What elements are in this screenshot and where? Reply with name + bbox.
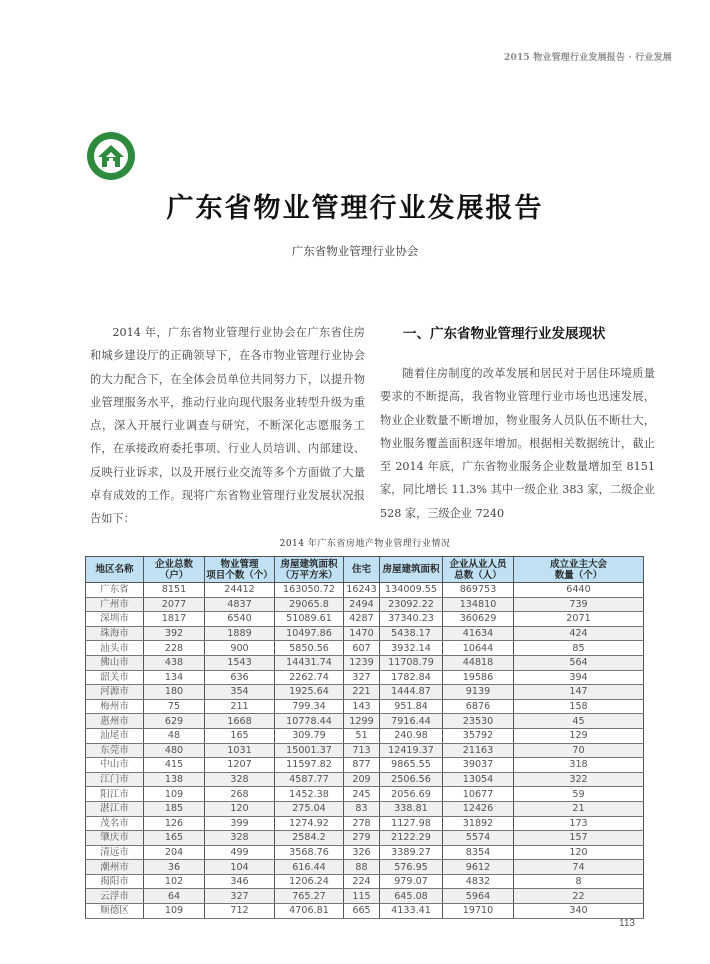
table-cell: 36 [144,860,205,875]
table-cell: 328 [205,772,275,787]
table-cell: 1668 [205,714,275,729]
table-cell: 221 [344,685,380,700]
table-cell: 109 [144,787,205,802]
table-cell: 1274.92 [275,816,344,831]
region-name-cell: 佛山市 [86,655,144,670]
author-line: 广东省物业管理行业协会 [291,244,419,258]
table-cell: 979.07 [380,874,443,889]
table-cell: 2122.29 [380,831,443,846]
table-cell: 138 [144,772,205,787]
column-header-line: 成立业主大会 [549,558,607,570]
table-row [86,583,644,598]
table-cell: 1925.64 [275,685,344,700]
table-cell: 399 [205,816,275,831]
table-row [86,904,644,919]
table-header-row [86,557,644,583]
table-row [86,772,644,787]
table-cell: 951.84 [380,699,443,714]
table-cell: 392 [144,626,205,641]
table-cell: 765.27 [275,889,344,904]
table-cell: 576.95 [380,860,443,875]
table-cell: 7916.44 [380,714,443,729]
table-cell: 11708.79 [380,655,443,670]
table-cell: 5964 [443,889,514,904]
table-cell: 1127.98 [380,816,443,831]
association-logo-icon [86,131,136,181]
table-cell: 564 [514,655,644,670]
table-row [86,787,644,802]
table-cell: 13054 [443,772,514,787]
table-cell: 19710 [443,904,514,919]
table-cell: 2056.69 [380,787,443,802]
table-cell: 10644 [443,641,514,656]
table-cell: 338.81 [380,801,443,816]
table-cell: 712 [205,904,275,919]
table-cell: 279 [344,831,380,846]
table-cell: 5850.56 [275,641,344,656]
table-cell: 39037 [443,758,514,773]
region-name-cell: 汕头市 [86,641,144,656]
table-row [86,597,644,612]
table-cell: 1470 [344,626,380,641]
table-cell: 415 [144,758,205,773]
table-cell: 204 [144,845,205,860]
column-header [443,557,514,583]
column-header-line: 地区名称 [95,564,134,575]
table-cell: 147 [514,685,644,700]
table-cell: 340 [514,904,644,919]
column-header [344,557,380,583]
table-cell: 499 [205,845,275,860]
table-cell: 31892 [443,816,514,831]
table-cell: 37340.23 [380,612,443,627]
table-cell: 4837 [205,597,275,612]
region-name-cell: 韶关市 [86,670,144,685]
table-cell: 4133.41 [380,904,443,919]
table-cell: 109 [144,904,205,919]
region-name-cell: 阳江市 [86,787,144,802]
table-cell: 209 [344,772,380,787]
table-cell: 2506.56 [380,772,443,787]
table-cell: 4706.81 [275,904,344,919]
region-name-cell: 湛江市 [86,801,144,816]
table-cell: 4832 [443,874,514,889]
table-cell: 120 [514,845,644,860]
table-cell: 48 [144,728,205,743]
table-cell: 74 [514,860,644,875]
table-cell: 16243 [344,583,380,598]
table-cell: 1299 [344,714,380,729]
table-cell: 2077 [144,597,205,612]
table-cell: 12419.37 [380,743,443,758]
table-cell: 799.34 [275,699,344,714]
table-cell: 35792 [443,728,514,743]
table-cell: 64 [144,889,205,904]
column-header-line: 数量（个） [554,569,603,581]
table-cell: 157 [514,831,644,846]
table-cell: 126 [144,816,205,831]
table-cell: 45 [514,714,644,729]
table-cell: 1543 [205,655,275,670]
table-cell: 180 [144,685,205,700]
region-name-cell: 惠州市 [86,714,144,729]
table-cell: 326 [344,845,380,860]
table-cell: 163050.72 [275,583,344,598]
table-cell: 23092.22 [380,597,443,612]
column-header-line: 企业总数（户） [154,558,193,581]
table-cell: 713 [344,743,380,758]
region-name-cell: 河源市 [86,685,144,700]
table-cell: 1031 [205,743,275,758]
table-row [86,728,644,743]
table-row [86,889,644,904]
table-cell: 354 [205,685,275,700]
column-header [514,557,644,583]
page-number: 113 [619,918,635,929]
table-cell: 102 [144,874,205,889]
table-cell: 1452.38 [275,787,344,802]
table-row [86,831,644,846]
column-header-line: 企业从业人员 [449,558,507,570]
table-cell: 1782.84 [380,670,443,685]
table-cell: 2262.74 [275,670,344,685]
region-name-cell: 汕尾市 [86,728,144,743]
table-cell: 327 [344,670,380,685]
table-cell: 41634 [443,626,514,641]
table-cell: 12426 [443,801,514,816]
table-cell: 328 [205,831,275,846]
table-cell: 59 [514,787,644,802]
table-body [86,583,644,919]
table-row [86,612,644,627]
table-cell: 4287 [344,612,380,627]
table-cell: 6440 [514,583,644,598]
table-cell: 85 [514,641,644,656]
table-cell: 23530 [443,714,514,729]
table-cell: 665 [344,904,380,919]
table-cell: 9865.55 [380,758,443,773]
table-cell: 616.44 [275,860,344,875]
status-paragraph: 随着住房制度的改革发展和居民对于居住环境质量要求的不断提高，我省物业管理行业市场也迅速发展，物业企业数量不断增加，物业服务人员队伍不断壮大，物业服务覆盖面积逐年增加。根据相关数据统计，截止至 2014 年底，广东省物业服务企业数量增加至 8151 家，同比增长 11.3% 其中一级企业 383 家，二级企业 528 家，三级企业 7240 [380,367,655,520]
table-cell: 4587.77 [275,772,344,787]
table-cell: 19586 [443,670,514,685]
table-cell: 346 [205,874,275,889]
table-row [86,655,644,670]
region-name-cell: 东莞市 [86,743,144,758]
table-cell: 6540 [205,612,275,627]
table-cell: 438 [144,655,205,670]
table-cell: 228 [144,641,205,656]
column-header-line: 项目个数（个） [206,569,273,581]
table-cell: 21163 [443,743,514,758]
table-cell: 2584.2 [275,831,344,846]
table-cell: 44818 [443,655,514,670]
table-cell: 869753 [443,583,514,598]
column-header-line: 房屋建筑面积 [382,564,440,575]
table-cell: 70 [514,743,644,758]
region-name-cell: 江门市 [86,772,144,787]
region-name-cell: 顺德区 [86,904,144,919]
table-cell: 1207 [205,758,275,773]
column-header-line: 总数（人） [454,569,502,581]
table-cell: 51 [344,728,380,743]
statistics-table [85,556,644,919]
table-cell: 3389.27 [380,845,443,860]
table-cell: 9139 [443,685,514,700]
table-cell: 327 [205,889,275,904]
table-cell: 83 [344,801,380,816]
table-cell: 240.98 [380,728,443,743]
table-cell: 629 [144,714,205,729]
region-name-cell: 中山市 [86,758,144,773]
page-title: 广东省物业管理行业发展报告 [166,193,544,224]
region-name-cell: 广州市 [86,597,144,612]
table-cell: 11597.82 [275,758,344,773]
table-cell: 424 [514,626,644,641]
table-row [86,699,644,714]
column-header [380,557,443,583]
table-cell: 115 [344,889,380,904]
table-row [86,626,644,641]
table-cell: 607 [344,641,380,656]
running-head: 2015 物业管理行业发展报告 · 行业发展 [504,53,672,63]
table-cell: 134810 [443,597,514,612]
table-cell: 877 [344,758,380,773]
table-row [86,860,644,875]
table-cell: 2494 [344,597,380,612]
table-cell: 21 [514,801,644,816]
region-name-cell: 肇庆市 [86,831,144,846]
status-column [380,362,655,525]
table-row [86,801,644,816]
table-cell: 8151 [144,583,205,598]
table-cell: 22 [514,889,644,904]
table-cell: 158 [514,699,644,714]
table-cell: 309.79 [275,728,344,743]
table-cell: 15001.37 [275,743,344,758]
intro-paragraph: 2014 年，广东省物业管理行业协会在广东省住房和城乡建设厅的正确领导下，在各市物业管理行业协会的大力配合下，在全体会员单位共同努力下，以提升物业管理服务水平，推动行业向现代服务业转型升级为重点，深入开展行业调查与研究，不断深化志愿服务工作，在承接政府委托事项、行业人员培训、内部建设、反映行业诉求，以及开展行业交流等多个方面做了大量卓有成效的工作。现将广东省物业管理行业发展状况报告如下： [90,326,365,526]
table-row [86,743,644,758]
table-cell: 636 [205,670,275,685]
table-row [86,685,644,700]
column-header [205,557,275,583]
table-cell: 120 [205,801,275,816]
table-cell: 10778.44 [275,714,344,729]
table-cell: 8354 [443,845,514,860]
table-row [86,816,644,831]
table-cell: 5574 [443,831,514,846]
table-cell: 3932.14 [380,641,443,656]
table-cell: 360629 [443,612,514,627]
table-cell: 10497.86 [275,626,344,641]
column-header [275,557,344,583]
table-cell: 224 [344,874,380,889]
table-cell: 2071 [514,612,644,627]
table-row [86,714,644,729]
region-name-cell: 清远市 [86,845,144,860]
region-name-cell: 揭阳市 [86,874,144,889]
table-cell: 1239 [344,655,380,670]
table-cell: 173 [514,816,644,831]
table-cell: 10677 [443,787,514,802]
column-header-line: 住宅 [351,564,371,575]
table-cell: 29065.8 [275,597,344,612]
region-name-cell: 广东省 [86,583,144,598]
table-cell: 1444.87 [380,685,443,700]
table-cell: 480 [144,743,205,758]
column-header [144,557,205,583]
table-cell: 129 [514,728,644,743]
table-cell: 5438.17 [380,626,443,641]
table-cell: 275.04 [275,801,344,816]
table-cell: 6876 [443,699,514,714]
column-header [86,557,144,583]
column-header-line: （万平方米） [280,569,338,581]
table-cell: 9612 [443,860,514,875]
table-cell: 394 [514,670,644,685]
table-cell: 245 [344,787,380,802]
table-cell: 143 [344,699,380,714]
table-cell: 268 [205,787,275,802]
table-cell: 3568.76 [275,845,344,860]
table-row [86,845,644,860]
table-cell: 739 [514,597,644,612]
table-cell: 8 [514,874,644,889]
table-cell: 1889 [205,626,275,641]
table-cell: 165 [144,831,205,846]
region-name-cell: 茂名市 [86,816,144,831]
table-cell: 645.08 [380,889,443,904]
table-cell: 1206.24 [275,874,344,889]
table-cell: 318 [514,758,644,773]
table-cell: 900 [205,641,275,656]
intro-column [90,321,365,531]
region-name-cell: 珠海市 [86,626,144,641]
table-cell: 134 [144,670,205,685]
table-row [86,670,644,685]
region-name-cell: 梅州市 [86,699,144,714]
table-cell: 134009.55 [380,583,443,598]
section-heading: 一、广东省物业管理行业发展现状 [403,326,606,342]
region-name-cell: 潮州市 [86,860,144,875]
table-cell: 88 [344,860,380,875]
table-cell: 211 [205,699,275,714]
table-cell: 14431.74 [275,655,344,670]
table-row [86,874,644,889]
column-header-line: 物业管理 [220,558,259,570]
table-cell: 278 [344,816,380,831]
table-cell: 1817 [144,612,205,627]
table-row [86,758,644,773]
table-cell: 322 [514,772,644,787]
table-cell: 75 [144,699,205,714]
table-cell: 51089.61 [275,612,344,627]
table-cell: 165 [205,728,275,743]
table-cell: 24412 [205,583,275,598]
table-caption: 2014 年广东省房地产物业管理行业情况 [279,539,451,549]
table-row [86,641,644,656]
table-cell: 185 [144,801,205,816]
region-name-cell: 云浮市 [86,889,144,904]
table-cell: 104 [205,860,275,875]
region-name-cell: 深圳市 [86,612,144,627]
column-header-line: 房屋建筑面积 [280,558,338,570]
